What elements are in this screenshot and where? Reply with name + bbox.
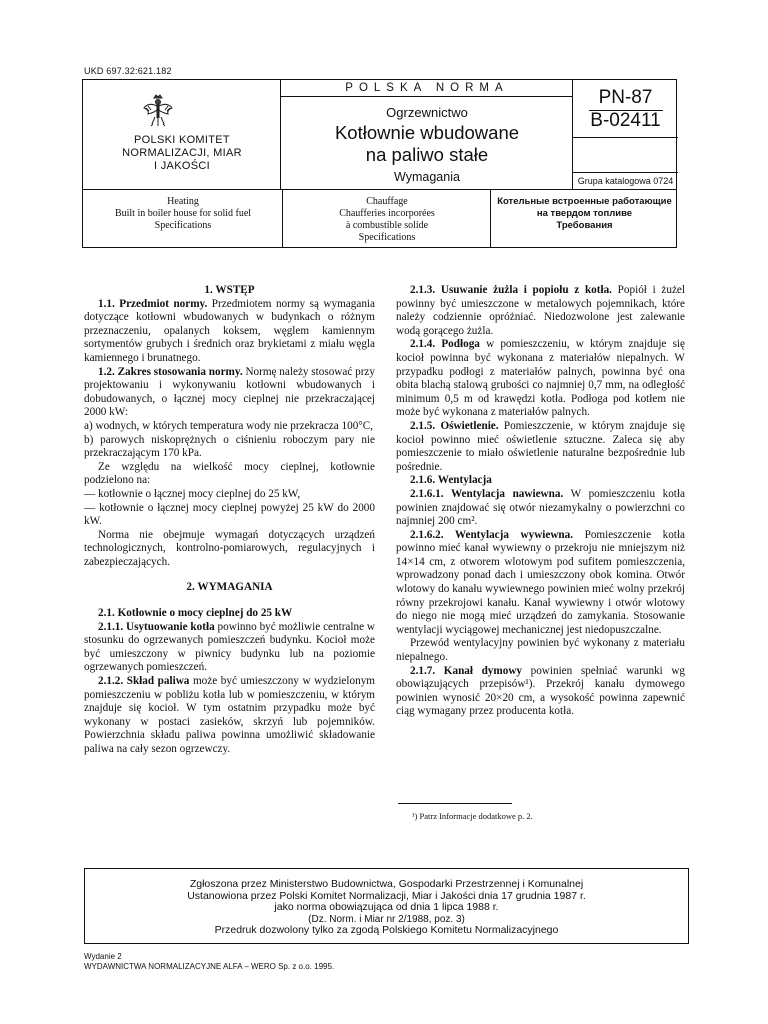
section-heading: 1. WSTĘP	[204, 284, 255, 296]
committee-name: POLSKI KOMITET NORMALIZACJI, MIAR I JAKOŚCI	[122, 134, 242, 172]
approval-box: Zgłoszona przez Ministerstwo Budownictwa, Gospodarki Przestrzennej i Komunalnej Ustanowiona przez Polski Komitet Normalizacji, Miar i Jakości dnia 17 grudnia 1987 r. jako norma obowiązująca od dnia 1 lipca 1988 r. (Dz. Norm. i Miar nr 2/1988, poz. 3) Przedruk dozwolony tylko za zgodą Polskiego Komitetu Normalizacyjnego	[84, 868, 689, 944]
paragraph: Przewód wentylacyjny powinien być wykonany z materiału niepalnego.	[396, 637, 685, 664]
paragraph: Ze względu na wielkość mocy cieplnej, kotłownie podzielono na:	[84, 460, 375, 487]
paragraph: 2.1.1. Usytuowanie kotła powinno być możliwie centralne w stosunku do ogrzewanych pomieszczeń budynku. Kocioł może być umieszczony w piwnicy budynku lub na poziomie ogrzewanych pomieszczeń.	[84, 620, 376, 674]
list-item: b) parowych niskoprężnych o ciśnieniu roboczym pary nie przekraczającym 170 kPa.	[84, 433, 375, 460]
paragraph: 2.1.3. Usuwanie żużla i popiołu z kotła. Popiół i żużel powinny być umieszczone w metalowych pojemnikach, które należy codziennie opróżniać. Niedozwolone jest zalewanie wodą gorącego żużla.	[396, 284, 685, 337]
norm-number: PN-87 B-02411	[590, 87, 661, 131]
edition-info: Wydanie 2 WYDAWNICTWA NORMALIZACYJNE ALFA – WERO Sp. z o.o. 1995.	[84, 952, 335, 971]
norm-subject: Ogrzewnictwo	[386, 105, 468, 120]
title-translations	[82, 190, 677, 248]
catalog-group: Grupa katalogowa 0724	[577, 176, 674, 186]
paragraph: 1.2. Zakres stosowania normy. Normę należy stosować przy projektowaniu i wykonywaniu kotłowni wbudowanych i dobudowanych, o łącznej mocy cieplnej nie przekraczającej 2000 kW:	[84, 365, 375, 419]
list-item: — kotłownie o łącznej mocy cieplnej do 25 kW,	[84, 487, 301, 500]
norm-title: Kotłownie wbudowane na paliwo stałe	[334, 122, 520, 165]
paragraph: 2.1.5. Oświetlenie. Pomieszczenie, w którym znajduje się kocioł powinno mieć oświetlenie sztuczne. Zaleca się aby pomieszczenie to miało oświetlenie naturalne bezpośrednie lub pośrednie.	[396, 419, 685, 473]
paragraph: Norma nie obejmuje wymagań dotyczących urządzeń technologicznych, kontrolno-pomiarowych, regulacyjnych i zabezpieczających.	[84, 528, 375, 568]
subsection-heading: 2.1.6. Wentylacja	[410, 474, 492, 487]
paragraph: 1.1. Przedmiot normy. Przedmiotem normy są wymagania dotyczące kotłowni wbudowanych w budynkach o różnym przeznaczeniu, opalanych koksem, węglem kamiennym sortymentów grubych i średnich oraz brykietami z miału węgla kamiennego i brunatnego.	[84, 297, 376, 364]
polish-eagle-icon	[143, 94, 173, 128]
norm-type-header: POLSKA NORMA	[345, 82, 509, 94]
translation-english: Heating Built in boiler house for solid fuel Specifications	[114, 196, 252, 231]
paragraph: 2.1.6.2. Wentylacja wywiewna. Pomieszczenie kotła powinno mieć kanał wywiewny o przekroju nie mniejszym niż 14×14 cm, z otworem wlotowym pod sufitem pomieszczenia, wprowadzony ponad dach i umieszczony obok komina. Otwór wlotowy do kanału wywiewnego powinien mieć wolny przekrój równy przekrojowi kanału. Kanał wywiewny i otwór wlotowy do niego nie mogą mieć urządzeń do zamykania. Stosowanie wentylacji wyciągowej mechanicznej jest niedopuszczalne.	[396, 528, 685, 636]
norm-requirements-label: Wymagania	[394, 170, 460, 184]
paragraph: 2.1.7. Kanał dymowy powinien spełniać warunki wg obowiązujących przepisów¹). Przekrój kanału dymowego powinien wynosić 20×20 cm, a wysokość powinna zapewnić ciąg wymagany przez producenta kotła.	[396, 664, 686, 718]
section-heading: 2. WYMAGANIA	[186, 581, 273, 594]
translation-french: Chauffage Chaufferies incorporées à combustible solide Specifications	[339, 196, 435, 243]
norm-header-box	[82, 79, 677, 190]
footnote-divider	[398, 803, 512, 804]
paragraph: 2.1.2. Skład paliwa może być umieszczony w wydzielonym pomieszczeniu w pobliżu kotła lub w pomieszczeniu, w którym znajduje się kocioł. W tym ostatnim przypadku może być wykonany w postaci zasieków, skrzyń lub pojemników. Powierzchnia składu paliwa powinna umożliwić składowanie paliwa na cały sezon ogrzewczy.	[84, 675, 375, 755]
paragraph: 2.1.4. Podłoga w pomieszczeniu, w którym znajduje się kocioł powinna być wykonana z materiałów niepalnych. W przypadku podłogi z materiałów palnych, powinna być ona obita blachą stalową grubości co najmniej 0,7 mm, na odległość minimum 0,5 m od krawędzi kotła. Podłoga pod kotłem nie może być wykonana z materiałów palnych.	[396, 338, 685, 419]
list-item: a) wodnych, w których temperatura wody nie przekracza 100°C,	[84, 419, 374, 432]
left-text-column	[84, 284, 375, 757]
translation-russian: Котельные встроенные работающие на твердом топливе Требования	[497, 196, 672, 231]
subsection-heading: 2.1. Kotłownie o mocy cieplnej do 25 kW	[98, 607, 293, 620]
paragraph: 2.1.6.1. Wentylacja nawiewna. W pomieszczeniu kotła powinien znajdować się otwór niezamykalny o powierzchni co najmniej 200 cm².	[396, 487, 685, 528]
udk-code: UKD 697.32:621.182	[84, 66, 172, 76]
list-item: — kotłownie o łącznej mocy cieplnej powyżej 25 kW do 2000 kW.	[84, 501, 375, 528]
footnote: ¹) Patrz Informacje dodatkowe p. 2.	[412, 811, 533, 821]
right-text-column	[396, 284, 685, 719]
